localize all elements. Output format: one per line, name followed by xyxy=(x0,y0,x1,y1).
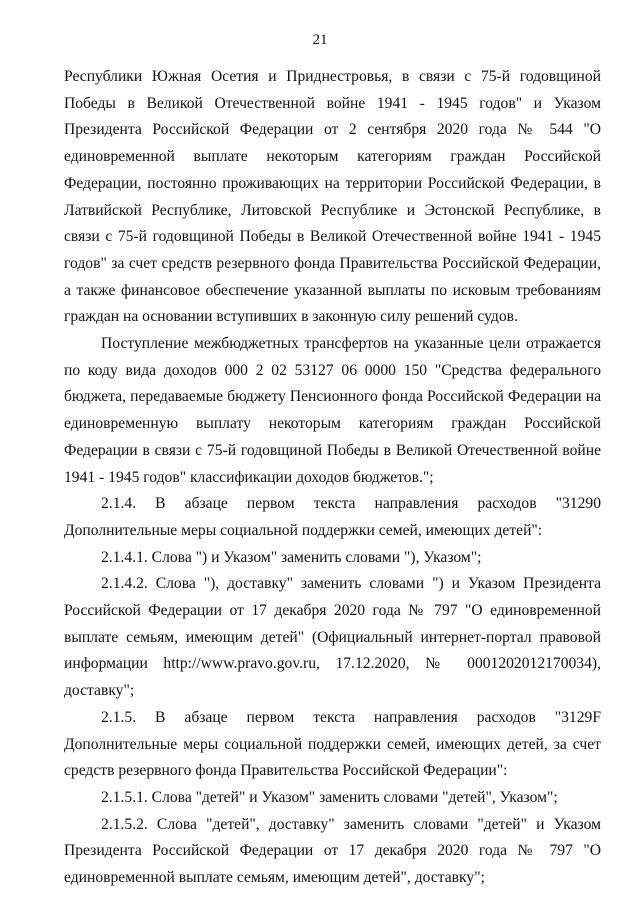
paragraph-transfer-revenue: Поступление межбюджетных трансфертов на указанные цели отражается по коду вида доходов 000 2 02 53127 06 0000 150 "Средства федерального бюджета, передаваемые бюджету Пенсионного фонда Российской Федерации на единовременную выплату некоторым категориям граждан Российской Федерации в связи с 75-й годовщиной Победы в Великой Отечественной войне 1941 - 1945 годов" классификации доходов бюджетов."; xyxy=(64,335,601,486)
paragraph-continuation: Республики Южная Осетия и Приднестровья, в связи с 75-й годовщиной Победы в Великой Отечественной войне 1941 - 1945 годов" и Указом Президента Российской Федерации от 2 сентября 2020 года № 544 "О единовременной выплате некоторым категориям граждан Российской Федерации, постоянно проживающих на территории Российской Федерации, в Латвийской Республике, Литовской Республике и Эстонской Республике, в связи с 75-й годовщиной Победы в Великой Отечественной войне 1941 - 1945 годов" за счет средств резервного фонда Правительства Российской Федерации, а также финансовое обеспечение указанной выплаты по исковым требованиям граждан на основании вступивших в законную силу решений судов. xyxy=(64,68,601,326)
paragraph-2-1-5-1: 2.1.5.1. Слова "детей" и Указом" заменить словами "детей", Указом"; xyxy=(101,788,558,806)
paragraph-2-1-4-2: 2.1.4.2. Слова "), доставку" заменить словами ") и Указом Президента Российской Федерации от 17 декабря 2020 года № 797 "О единовременной выплате семьям, имеющим детей" (Официальный интернет-портал правовой информации http://www.pravo.gov.ru, 17.12.2020, № 0001202012170034), доставку"; xyxy=(64,575,601,700)
paragraph-2-1-4-1: 2.1.4.1. Слова ") и Указом" заменить словами "), Указом"; xyxy=(101,548,482,566)
paragraph-2-1-5-2: 2.1.5.2. Слова "детей", доставку" заменить словами "детей" и Указом Президента Российской Федерации от 17 декабря 2020 года № 797 "О единовременной выплате семьям, имеющим детей", доставку"; xyxy=(64,815,601,887)
page-number: 21 xyxy=(312,32,328,48)
paragraph-2-1-5: 2.1.5. В абзаце первом текста направления расходов "3129F Дополнительные меры социальной поддержки семей, имеющих детей, за счет средств резервного фонда Правительства Российской Федерации": xyxy=(64,708,601,780)
paragraph-2-1-4: 2.1.4. В абзаце первом текста направления расходов "31290 Дополнительные меры социальной поддержки семей, имеющих детей": xyxy=(64,495,601,539)
document-body xyxy=(64,64,601,892)
